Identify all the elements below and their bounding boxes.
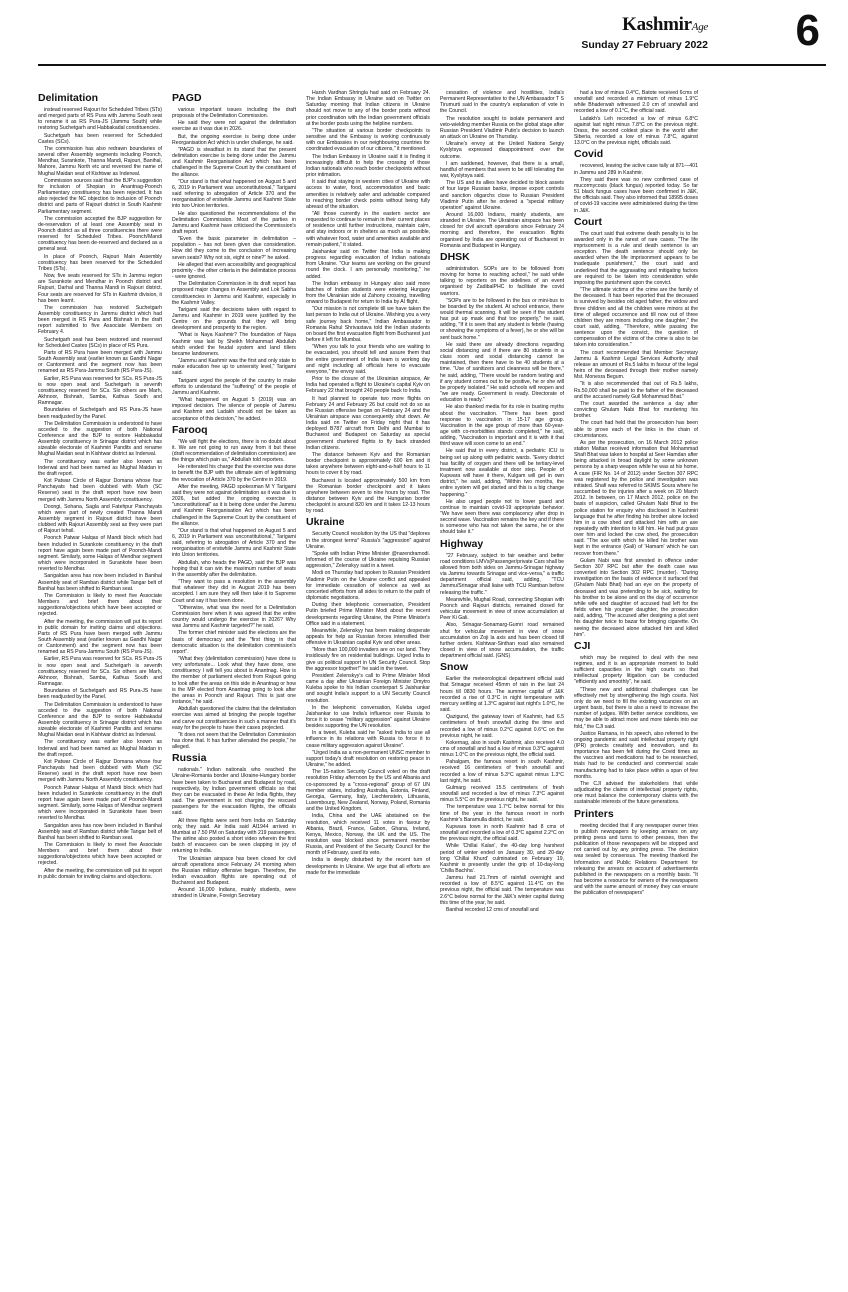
article-paragraph: Around 16,000 Indians, mainly students, were stranded in Ukraine, Foreign Secretary: [172, 887, 296, 900]
article-paragraph: In place of Poonch, Rajouri Main Assembly constituency has been reserved for the Scheduled Tribes (STs).: [38, 253, 162, 272]
article-paragraph: He also urged people not to lower guard and continue to maintain covid-19 appropriate behavior. "We have seen there was complacency after drop in second wave. Vaccination remains the key and if there is someone who has not taken the same, he or she should take it.": [440, 498, 564, 536]
article-paragraph: The constituency was earlier also known as Inderwal and had been named as Mughal Maidan in the draft report.: [38, 739, 162, 758]
article-paragraph: Around 16,000 Indians, mainly students, are stranded in Ukraine. The Ukrainian airspace has been closed for civil aircraft operations since February 24 morning and therefore, the evacuation flights organised by India are operating out of Bucharest in Romania and Budapest in Hungary.: [440, 211, 564, 249]
article-paragraph: "What is Naya Kashmir? The foundation of Naya Kashmir was laid by Sheikh Mohammad Abdullah which ended the feudal system and land tillers became landowners.: [172, 332, 296, 357]
article-paragraph: The court had held that the prosecution has been able to prove each of the links in the chain of circumstances.: [574, 420, 698, 439]
article-paragraph: "Spoke with Indian Prime Minister @narendramodi. Informed of the course of Ukraine repulsing Russian aggression," Zelenskyy said in a tweet.: [306, 550, 430, 570]
article-paragraph: meeting decided that if any newspaper owner tries to publish newspapers by keeping arrears on any printing press and turns to other presses, then the publication of those newspapers will be stopped and not carried out by any printing press. The decision was sealed by consensus. The meeting thanked the Information and Public Relations Department for releasing the arrears on account of advertisements published in the newspapers on a monthly basis. "It has become a resource for owners of the newspapers and with the same amount of money they can ensure the publication of newspapers": [574, 822, 698, 897]
article-paragraph: administration. SOPs are to be followed from moving for home to reaching school," he said while talking to reporters on the sidelines of an event organised by ZadibalPHC to facilitate the covid warriors.: [440, 265, 564, 297]
article-paragraph: The CJI advised the stakeholders that while adjudicating the claims of intellectual property rights, one must balance the contemporary claims with the sustainable interests of the future generations.: [574, 780, 698, 806]
article-paragraph: The court recommended that Member Secretary Jammu & Kashmir Legal Services Authority shall release an amount of Rs.5 lakhs in favour of the legal heirs of the deceased through their mother namely Mst. Monesra Begum.: [574, 349, 698, 381]
article-paragraph: The former chief minister said the elections are the basis of democracy and the "first thing in that democratic situation is the delimitation commission's report".: [172, 630, 296, 655]
article-paragraph: He also questioned the recommendations of the Delimitation Commission. Most of the parties in Jammu and Kashmir have criticised the Commission's draft report.: [172, 210, 296, 235]
article-paragraph: The constituency was earlier also known as Inderwal and had been named as Mughal Maidan in the draft report.: [38, 458, 162, 477]
article-paragraph: "All those currently in the eastern sector are requested to continue to remain in their current places of residence until further instructions, maintain calm, and stay indoors or in shelters as much as possible, with whatever food, water and amenities available and remain patient," it stated.: [306, 210, 430, 248]
article-paragraph: He reiterated his charge that the exercise was done to benefit the BJP with the ultimate aim of legitimising the revocation of Article 370 by the Centre in 2019.: [172, 464, 296, 483]
article-paragraph: It had planned to operate two more flights on February 24 and February 26 but could not do so as the Russian offensive began on February 24 and the Ukrainian airspace was consequently shut down. Air India said on Twitter on Friday night that it has deployed B787 aircraft from Delhi and Mumbai to Bucharest and Budapest on Saturday as special government chartered flights to fly back stranded Indian citizens.: [306, 395, 430, 451]
article-paragraph: "Urged India as a non-permanent UNSC member to support today's draft resolution on restoring peace in Ukraine," he added.: [306, 749, 430, 769]
article-paragraph: "The situation at various border checkpoints is sensitive and the Embassy is working continuously with our Embassies in our neighbouring countries for coordinated evacuation of our citizens," it mentioned.: [306, 127, 430, 153]
article-paragraph: The US and its allies have decided to block assets of four large Russian banks, impose export controls and sanction oligarchs close to Russian President Vladimir Putin after he ordered a "special military operation" against Ukraine.: [440, 180, 564, 211]
article-paragraph: President Zelenskyy's call to Prime Minister Modi came a day after Ukrainian Foreign Minister Dmytro Kuleba spoke to his Indian counterpart S Jaishankar and sought India's support to a UN Security Council resolution.: [306, 672, 430, 704]
article-paragraph: "They want to pass a resolution in the assembly that whatever they did in August 2019 has been accepted. I am sure they will then take it to Supreme Court and say it has been done.: [172, 579, 296, 604]
article-heading: CJI: [574, 639, 591, 652]
article-paragraph: After the meeting, the commission will put its report in public domain for inviting claims and objections. Parts of RS Pura have been merged with Jammu South Assembly seat (earlier known as Gandhi Nagar or Cantonment) and the segment now has been renamed as RS Pura-Jammu South (RS Pura-JS).: [38, 618, 162, 656]
article-paragraph: which may be required to deal with the new regimes, and it is an appropriate moment to build sufficient capacities in the high courts so that intellectual property litigation can be conducted "efficiently and smoothly", he said.: [574, 654, 698, 686]
article-paragraph: The Indian Embassy in Ukraine said it is finding it increasingly difficult to help the crossing of those Indian nationals who reach border checkpoints without prior intimation.: [306, 153, 430, 179]
article-paragraph: Gulam Nabi was first arrested in offence under Section 307 RPC but after the death case was converted into Section 302 RPC (murder). "During investigation on the basis of evidence it surfaced that (Ghulam Nabi Bhat) had an eye on the property of deceased and was pretending to be sick, waiting for his brother to be alone and on the day of occurrence while wife and daughter of accused had left for the fields when his younger daughter, the prosecution said, adding, "The accused after designing a plot sent his daughter twice to bazar for bringing cigarette. On seeing the deceased alone attacked him and killed him".: [574, 557, 698, 638]
article-columns: [38, 66, 826, 1285]
article-paragraph: All three flights were sent from India on Saturday only, they said. Air India said AI1944 arrived in Mumbai at 7.50 PM on Saturday with 219 passengers. The airline also posted a short video wherein the first batch of evacuees can be seen clapping in joy of returning to India.: [172, 817, 296, 855]
article-heading: DHSK: [440, 250, 470, 263]
article-heading: Russia: [172, 752, 207, 765]
article-paragraph: Security Council resolution by the US that "deplores in the strongest terms" Russia's "aggression" against Ukraine.: [306, 531, 430, 550]
column-1: [38, 90, 162, 1285]
article-heading: Printers: [574, 807, 614, 820]
article-paragraph: Meanwhile, Zelenskyy has been making desperate appeals for help as Russian forces intensified their offensive in Ukrainian capital Kyiv and other areas.: [306, 627, 430, 647]
article-paragraph: "What happened on August 5 (2019) was an imposed decision. The silence of people of Jammu and Kashmir and Ladakh should not be taken as acceptance of this decision," he added.: [172, 397, 296, 422]
article-paragraph: He also thanked media for its role in busting myths about the vaccination. "There has been good response to vaccination in 15-17 age group. Vaccination in the age group of more than 60-year-age with co-morbidities stands completed," he said, adding, "Vaccination is important and it is with it that third wave will soon come to an end.": [440, 404, 564, 448]
article-paragraph: The Indian embassy in Hungary also said more batches of Indian students were entering Hungary from the Ukrainian side at Zahony crossing, travelling onward to Budapest for return to India by AI flight.: [306, 280, 430, 306]
article-paragraph: "More than 100,000 invaders are on our land. They insidiously fire on residential buildings. Urged India to give us political support in UN Security Council. Stop the aggressor together!" he said in the tweet.: [306, 647, 430, 672]
article-paragraph: I am saddened, however, that there is a small, handful of members that seem to be still tolerating the war, Kyslytsya said.: [440, 160, 564, 180]
article-paragraph: Earlier, RS Pura was reserved for SCs. RS Pura-JS is now open seat and Suchetgarh is seventh constituency reserved for SCs. Six others are Marh, Akhnoor, Bishnah, Samba, Kathua South and Ramnagar.: [38, 375, 162, 407]
article-paragraph: He alleged that even accessibility and geographical proximity - the other criteria in the delimitation process - were ignored.: [172, 261, 296, 281]
article-paragraph: Boundaries of Suchetgarh and RS Pura-JS have been readjusted by the Panel.: [38, 407, 162, 420]
article-paragraph: The Commission is likely to meet five Associate Members and brief them about their suggestions/objections which have been accepted or rejected.: [38, 592, 162, 618]
article-paragraph: Commission sources said that the BJP's suggestion for inclusion of Shopian in Anantnag-Poonch Parliamentary constituency has been rejected. It has also rejected the NC objection to inclusion of Poonch district and parts of Rajouri district in South Kashmir Parliamentary segment.: [38, 177, 162, 215]
article-paragraph: Ladakh's Leh recorded a low of minus 6.8°C against last night minus 7.8°C on the previous night. Drass, the second coldest place in the world after Siberia, recorded a low of minus 7.8°C, against 13.0°C on the previous night, officials said.: [574, 115, 698, 147]
article-paragraph: Poonch Patwar Halqas of Mandi block which had been included in Surankote constituency in the draft report have again been made part of Poonch-Mandi segment. Similarly, some Halqas of Mendhar segment which were incorporated in Surankote have been reverted to Mendhar.: [38, 535, 162, 573]
article-paragraph: Kot Patwar Circle of Rajpur Domana whose four Panchayats had been clubbed with Marh (SC Reserve) seat in the draft report have now been merged with Jammu North Assembly constituency.: [38, 478, 162, 503]
article-paragraph: "Our mission is not complete till we have taken the last person to India out of Ukraine. Wishing you a very safe journey back home," Indian Ambassador to Romania Rahul Shrivastava told the Indian students on board the first evacuation flight from Bucharest just before it left for Mumbai.: [306, 306, 430, 344]
article-paragraph: Modi on Thursday had spoken to Russian President Vladimir Putin on the Ukraine conflict and appealed for immediate cessation of violence as well as concerted efforts from all sides to return to the path of diplomatic negotiations.: [306, 570, 430, 602]
article-paragraph: "Otherwise, what was the need for a Delimitation Commission here when it was agreed that the entire country would undergo the exercise in 2026? Why was Jammu and Kashmir targeted?" he said.: [172, 604, 296, 630]
article-paragraph: "Our stand is that what happened on August 5 and 6, 2019 in Parliament was unconstitutional," Tarigami said, referring to abrogation of Article 370 and the reorganisation of erstwhile Jammu and Kashmir State into Union territories.: [172, 527, 296, 559]
article-paragraph: Parts of RS Pura have been merged with Jammu South Assembly seat (earlier known as Gandhi Nagar or Cantonment and the segment now has been renamed as RS Pura-Jammu South (RS Pura-JS).: [38, 349, 162, 375]
article-paragraph: The Ukrainian airspace has been closed for civil aircraft operations since February 24 morning when the Russian military offensive began. Therefore, the Indian evacuation flights are operating out of Bucharest and Budapest.: [172, 855, 296, 887]
article-paragraph: After the meeting, the commission will put its report in public domain for inviting claims and objections.: [38, 867, 162, 880]
article-paragraph: Justice Ramana, in his speech, also referred to the ongoing pandemic and said intellectual property right (IPR) protects creativity and innovation, and its importance has been felt during the Covid times as the vaccines and medications had to be researched, trials had to be conducted and commercial scale manufacturing had to take place within a span of few months.: [574, 730, 698, 780]
column-4: [440, 90, 564, 1285]
article-paragraph: "The ultimate victims of the crime are the family of the deceased. It has been reported that the deceased is survived by besides old aged father, the widow and three children and all the children were minors at the time of alleged occurrence and till now out of three children they are minors including one daughter," the court said, adding, "Therefore, while passing the sentence upon the convict, the question of compensation of the victims of the crime is also to be taken into consideration.": [574, 287, 698, 349]
article-paragraph: The distance between Kyiv and the Romanian border checkpoint is approximately 600 km and it takes anywhere between eight-and-a-half hours to 11 hours to cover it by road.: [306, 451, 430, 477]
article-paragraph: Sangaldan area has now been included in Banihal Assembly seat of Ramban district while Tangar belt of Banihal has been shifted to Ramban seat.: [38, 573, 162, 592]
article-paragraph: "It is also recommended that out of Rs.5 lakhs, Rs.50,000 shall be paid to the father of the deceased and the accused namely Gull Mohammad Bhat.": [574, 381, 698, 400]
article-paragraph: Doongi, Sohana, Sagla and Fatehpur Panchayats which were part of newly created Thanna Mandi Assembly segment in Rajouri district have been clubbed with Rajouri Assembly seat as they were part of Rajouri tehsil.: [38, 503, 162, 535]
column-5: [574, 90, 698, 1285]
article-paragraph: Harsh Vardhan Shringla had said on February 24. The Indian Embassy in Ukraine said on Twitter on Saturday morning that Indian citizens in Ukraine should not move to any of the border posts without prior coordination with the Indian government officials at the border posts using the helpline numbers.: [306, 90, 430, 127]
article-paragraph: The Delimitation Commission in its draft report has proposed major changes in Assembly and Lok Sabha constituencies in Jammu and Kashmir, especially in the Kashmir Valley.: [172, 281, 296, 306]
article-paragraph: Sangaldan area has now been included in Banihal Assembly seat of Ramban district while Tangar belt of Banihal has been shifted to Ramban seat.: [38, 822, 162, 841]
article-paragraph: Bucharest is located approximately 500 km from the Romanian border checkpoint and it takes anywhere between seven to nine hours by road. The distance between Kyiv and the Hungarian border checkpoint is around 820 km and it takes 12-13 hours by road.: [306, 477, 430, 515]
article-paragraph: But, the ongoing exercise is being done under Reorganisation Act which is under challenge, he said.: [172, 133, 296, 146]
article-paragraph: Abdullah questioned the claims that the delimitation exercise was aimed at bringing the people together and carve out constituencies in such a manner that it's easy for the people to have their cases projected.: [172, 706, 296, 731]
masthead: [38, 0, 826, 66]
article-heading: Snow: [440, 661, 468, 674]
article-paragraph: Earlier, RS Pura was reserved for SCs. RS Pura-JS is now open seat and Suchetgarh is seventh constituency reserved for SCs. Six others are Marh, Akhnoor, Bishnah, Samba, Kathua South and Ramnagar.: [38, 656, 162, 688]
article-paragraph: Ukraine's envoy at the United Nations Sergiy Kyslytsya expressed disappointment over the outcome.: [440, 141, 564, 160]
article-paragraph: The Delimitation Commission is understood to have acceded to the suggestion of both National Conference and the BJP to restore Habbakadal Assembly constituency in Srinagar district which has sizeable electorate of Kashmiri Pandits and rename Mughal Maidan seat in Kishtwar district as Inderwal.: [38, 701, 162, 739]
article-paragraph: instead reserved Rajouri for Scheduled Tribes (STs) and merged parts of RS Pura with Jammu South seat to rename it as RS Pura-JS (Jammu South) while restoring Suchetgarh and Habbakadal constituencies.: [38, 107, 162, 132]
article-paragraph: He said there are already directions regarding social distancing and if there are 80 students in a class room and social distancing cannot be maintained, then there have to be 40 students at a time. "Use of sanitizers and cleanness will be there," he said, adding, "There would be random testing and if any student comes out to be positive, he or she will be properly isolated." He said schools will reopen and "we are ready. Government is ready. Directorate of education is ready.": [440, 341, 564, 404]
article-paragraph: The Commission is likely to meet five Associate Members and brief them about their suggestions/objections which have been accepted or rejected.: [38, 841, 162, 867]
article-paragraph: In a tweet, Kuleba said he "asked India to use all influence in its relations with Russia to force it to cease military aggression against Ukraine".: [306, 730, 430, 749]
article-paragraph: Boundaries of Suchetgarh and RS Pura-JS have been readjusted by the Panel.: [38, 688, 162, 701]
logo-text: Kashmir: [622, 14, 692, 35]
article-paragraph: "27 February, subject to fair weather and better road conditions LMVs(Passenger/private Cars shall be allowed from both sides on Jammu-Srinagar highway via Jammu towards Srinagar and vice-versa," a traffic department official said, adding, "TCU Jammu/Srinagar shall liaise with TCU Ramban before releasing the traffic.": [440, 552, 564, 596]
article-paragraph: He said that in every district, a pediatric ICU is being set up along with pediatric wards. "Every district has facility of oxygen and there will be tertiary-level treatment now available at door step. People of Kupwara will have it there, Kulgam will get in own district," he said, adding, "Within two months, the entire system will get started and this is a big change happening.": [440, 448, 564, 498]
article-heading: PAGD: [172, 92, 202, 104]
article-paragraph: India, China and the UAE abstained on the resolution, which received 11 votes in favour by Albania, Brazil, France, Gabon, Ghana, Ireland, Kenya, Mexico, Norway, the UK and the US. The resolution was blocked since permanent member Russia, and President of the Security Council for the month of February, used its veto.: [306, 813, 430, 857]
article-paragraph: various important issues including the draft proposals of the Delimitation Commission.: [172, 107, 296, 120]
article-paragraph: The commission has restored Suchetgarh Assembly constituency in Jammu district which had been merged in RS Pura and Bishnah in the draft report submitted to five Associate Members on February 4.: [38, 304, 162, 336]
article-paragraph: had a low of minus 0.4°C, Batote received 6cms of snowfall and recorded a minimum of minus 1.9°C while Bhaderwah witnessed 2.0 cm of snowfall and recorded a low of 0.1°C, the official said.: [574, 90, 698, 115]
article-paragraph: "We will fight the elections, there is no doubt about it. We are not going to run away from it but these (draft recommendation of delimitation commission) are the things which pain us," Abdullah told reporters.: [172, 438, 296, 464]
article-paragraph: Earlier the meteorological department official said that Srinagar received 45mm of rain in the last 24 hours till 0830 hours. The summer capital of J&K recorded a rise of 0.3°C in night temperature with mercury settling at 1.3°C against last night's 1.0°C, he said.: [440, 676, 564, 714]
article-paragraph: "It does not seem that the Delimitation Commission has done that. It has further alienated the people," he alleged.: [172, 731, 296, 751]
article-paragraph: While 'Chillai Kalan', the 40-day long harshest period of winter ended on January 30, and 20-day long 'Chillai Khurd' culminated on February 19, Kashmir is presently under the grip of 10-day-long 'Chilla Bachha'.: [440, 843, 564, 874]
article-paragraph: Kupwara town in north Kashmir had 8 cms of snowfall and recorded a low of 0.3°C against 2.2°C on the previous night, the official said.: [440, 823, 564, 843]
article-paragraph: Qazigund, the gateway town of Kashmir, had 6.5 centimeters of fresh snowfall during the time and recorded a low of minus 0.2°C against 0.6°C on the previous night, he said.: [440, 714, 564, 739]
article-paragraph: "What they (delimitation commission) have done is very unfortunate... Look what they have done, one constituency I will tell you about is Anantnag. How is the member of parliament elected from Rajouri going to look after the areas on this side in Anantnag or how is the MP elected from Anantnag going to look after the areas in Poonch and Rajouri. This is just one instance," he said.: [172, 655, 296, 706]
article-paragraph: It said that staying in western cities of Ukraine with access to water, food, accommodation and basic amenities is relatively safer and advisable compared to reaching border check points without being fully abreast of the situation.: [306, 179, 430, 210]
article-paragraph: Banihal recorded 12 cms of snowfall and: [446, 906, 539, 913]
article-paragraph: "These new and additional challenges can be effectively met by strengthening the high courts. Not only do we need to fill the existing vacancies on an urgent basis, but there is also a need to increase the number of judges. With better service conditions, we may be able to attract more and more talents into our fold," the CJI said.: [574, 686, 698, 730]
article-paragraph: Jaishankar said on Twitter that India is making progress regarding evacuation of Indian nationals from Ukraine. "Our teams are working on the ground round the clock. I am personally monitoring," he added.: [306, 248, 430, 280]
column-3: [306, 90, 430, 1285]
article-heading: Court: [574, 215, 602, 228]
article-paragraph: "PAGD is steadfast in its stand that the present delimitation exercise is being done under the Jammu and Kashmir Reorganisation Act which has been challenged in the Supreme Court by the constituent of the alliance.: [172, 146, 296, 178]
article-paragraph: recovered, leaving the active case tally at 871—401 in Jammu and 289 in Kashmir.: [574, 163, 698, 176]
article-paragraph: He said they were not against the delimitation exercise as it was due in 2026.: [172, 120, 296, 133]
article-heading: Delimitation: [38, 92, 99, 104]
article-heading: Highway: [440, 537, 484, 550]
article-paragraph: In the telephonic conversation, Kuleba urged Jaishankar to use India's influence over Russia to force it to cease "military aggression" against Ukraine besides supporting the UN resolution.: [306, 704, 430, 730]
article-paragraph: "Jammu and Kashmir was the first and only state to make education free up to university level," Tarigami said.: [172, 358, 296, 377]
article-paragraph: The Delimitation Commission is understood to have acceded to the suggestion of both National Conference and the BJP to restore Habbakadal Assembly constituency in Srinagar district which has sizeable electorate of Kashmiri Pandits and rename Mughal Maidan seat in Kishtwar district as Inderwal.: [38, 420, 162, 458]
article-paragraph: Gulmarg received 15.5 centimeters of fresh snowfall and recorded a low of minus 7.3°C against minus 5.5°C on the previous night, he said.: [440, 784, 564, 804]
article-paragraph: Also, Srinagar-Sonamarg-Gumri road remained shut for vehicular movement in view of snow accumulation on Zoji la axis and has been closed till further orders. Kishtwar-Sinthan road also remained closed in view of snow accumulation, the traffic department official said. (GNS): [440, 622, 564, 660]
article-paragraph: "Our stand is that what happened on August 5 and 6, 2019 in Parliament was unconstitutional," Tarigami said referring to abrogation of Article 370 and the reorganisation of erstwhile Jammu and Kashmir State into two Union territories.: [172, 178, 296, 210]
article-paragraph: The commission accepted the BJP suggestion for de-reservation of at least one Assembly seat in Poonch district as all three constituencies there were reserved for Scheduled Tribes. Poonch/Mandi constituency has been de-reserved and declared as a general seat.: [38, 215, 162, 253]
article-paragraph: nationals." Indian nationals who reached the Ukraine-Romania border and Ukraine-Hungary border have been taken to Bucharest and Budapest by road, respectively, by Indian government officials so that they can be evacuated in these Air India flights, they said. The government is not charging the rescued passengers for the evacuation flights, the officials said.: [172, 767, 296, 817]
article-heading: Farooq: [172, 423, 208, 436]
article-paragraph: India is deeply disturbed by the recent turn of developments in Ukraine. We urge that all efforts are made for the immediate: [306, 857, 430, 876]
article-paragraph: Kot Patwar Circle of Rajpur Domana whose four Panchayats had been clubbed with Marh (SC Reserve) seat in the draft report have now been merged with Jammu North Assembly constituency.: [38, 758, 162, 784]
article-heading: Covid: [574, 148, 604, 161]
article-paragraph: Jammu had 21.7mm of rainfall overnight and recorded a low of 8.5°C against 11.4°C on the previous night, the official said. The temperature was 2.6°C below normal for the J&K's winter capital during this time of the year, he said.: [440, 875, 564, 906]
article-paragraph: They said there was no new confirmed case of mucormycosis (black fungus) reported today. So far 51 black fungus cases have been confirmed in J&K, the officials said. They also informed that 18995 doses of covid-19 vaccine were administered during the time in J&K.: [574, 176, 698, 214]
article-paragraph: The court said that extreme death penalty is to be awarded only in the rarest of rare cases. "The life imprisonment is a rule and death sentence is an exception. The death sentence should only be awarded when the life imprisonment appears to be inadequate punishment," the court said and underlined that the aggravating and mitigating factors are required to be taken into consideration while imposing the punishment upon the convict.: [574, 230, 698, 286]
article-paragraph: The 15-nation Security Council voted on the draft resolution Friday afternoon by the US and Albania and co-sponsored by a "cross-regional" group of 67 UN member states, including Australia, Estonia, Finland, Georgia, Germany, Italy, Liechtenstein, Lithuania, Luxembourg, New Zealand, Norway, Poland, Romania and the United Kingdom.: [306, 769, 430, 813]
publication-date: Sunday 27 February 2022: [581, 39, 708, 51]
logo-subtext: Age: [691, 21, 708, 33]
article-paragraph: As per the prosecution, on 16 March 2012 police station Mattan received information that Mohammad Shafi Bhat was taken to hospital at Seer Hamdan after being attacked in broad daylight by some unknown persons by a sharp weapon while he was at his home. A case (FIR No. 14 of 2012) under Section 307 RPC was registered by the police and investigation was initiated. Shafi was referred to SKIMS Soura where he succumbed to the injuries after a week on 20 March 2012. In between, on 17 March 2012, police on the basis of suspicion, called Ghulam Nabi Bhat to the police station for enquiry who disclosed in Kashmiri language that he after finding his brother alone locked him in a cow shed and attacked him with an axe repeatedly with intention to kill him. He had put grass over him and locked the cow shed, the prosecution said. "The axe with which he killed his brother was kept in the entrance (Gali) of 'Hamam' which he can recover from there.": [574, 439, 698, 557]
article-paragraph: The court awarded the sentence a day after convicting Ghulam Nabi Bhat for murdering his brother.: [574, 400, 698, 420]
article-paragraph: Meanwhile, Mughal Road, connecting Shopian with Poonch and Rajouri districts, remained closed for vehicular movement in view of snow accumulation at Peer Ki Gali.: [440, 596, 564, 622]
column-2: [172, 90, 296, 1285]
article-paragraph: Poonch Patwar Halqas of Mandi block which had been included in Surankote constituency in the draft report have again been made part of Poonch-Mandi segment. Similarly, some Halqas of Mendhar segment which were incorporated in Surankote have been reverted to Mendhar.: [38, 784, 162, 822]
article-heading: Ukraine: [306, 516, 345, 529]
article-paragraph: Suchetgarh seat has been restored and reserved for Scheduled Castes (SCs) in place of RS Pura.: [38, 336, 162, 349]
article-paragraph: The commission has also redrawn boundaries of several other Assembly segments including Poonch, Mendhar, Surankote, Thanna Mandi, Rajouri, Banihal, Mahore, Jammu North etc and reversed the name of Mughal Maidan seat of Kishtwar as Inderwal.: [38, 145, 162, 177]
article-paragraph: cessation of violence and hostilities, India's Permanent Representative to the UN Ambassador T S Tirumurti said in the country's explanation of vote in the Council.: [440, 90, 564, 115]
article-paragraph: The temperature was 1.7°C below normal for this time of the year in the famous resort in north Kashmir's Baramulla district, he said.: [440, 804, 564, 823]
newspaper-logo: [622, 14, 708, 36]
article-paragraph: After the meeting, PAGD spokesman M Y Tarigami said they were not against delimitation as it was due in 2026, but added the ongoing exercise is "unconstitutional" as it is being done under the Jammu and Kashmir Reorganisation Act which has been challenged in the Supreme Court by the constituent of the alliance.: [172, 483, 296, 527]
article-paragraph: "When you talk to your friends who are waiting to be evacuated, you should tell and assure them that the entire government of India team is working day and night including all officials here to evacuate everyone," the envoy said.: [306, 344, 430, 375]
article-paragraph: Prior to the closure of the Ukrainian airspace, Air India had operated a flight to Ukraine's capital Kyiv on February 22 that brought 240 people back to India.: [306, 376, 430, 395]
article-paragraph: "Even the basic parameter in delimitation – population – has not been given due consideration. How did they come to the conclusion of increasing seven seats? Why not six, eight or nine?" he asked.: [172, 236, 296, 261]
article-paragraph: Pahalgam, the famous resort in south Kashmir, received 16 centimeters of fresh snowfall and recorded a low of minus 5.3°C against minus 1.3°C last night, he said.: [440, 759, 564, 784]
article-paragraph: Kokernag, also in south Kashmir, also received 4.0 cms of snowfall and had a low of minus 0.3°C against minus 1.0°C on the previous night, the official said.: [440, 739, 564, 759]
article-paragraph: The resolution sought to isolate permanent and veto-wielding member Russia on the global stage after Russian President Vladimir Putin's decision to launch an attack on Ukraine on Thursday.: [440, 115, 564, 141]
article-paragraph: Abdullah, who heads the PAGD, said the BJP was hoping that it can win the maximum number of seats in the assembly after the delimitation.: [172, 559, 296, 578]
article-paragraph: During their telephonic conversation, President Putin briefed Prime Minister Modi about the recent developments regarding Ukraine, the Prime Minister's Office said in a statement.: [306, 602, 430, 627]
page-number: 6: [795, 6, 820, 55]
article-paragraph: Tarigami said the decisions taken with regard to Jammu and Kashmir in 2019 were justified by the Centre on the grounds that they will bring development and prosperity to the region.: [172, 306, 296, 332]
article-paragraph: "SOPs are to be followed in the bus or mini-bus to be boarded by the student. At school entrance, there would thermal scanning. It will be seen if the student has put up mask and that too properly," he said, adding, "If it is seen that any student is febrile (having or showing the symptoms of a fever), he or she will be sent back home.": [440, 297, 564, 341]
article-paragraph: Now, five seats reserved for STs in Jammu region are Surankote and Mendhar in Poonch district and Rajouri, Darhal and Thanna Mandi in Rajouri district. Four seats are reserved for STs in Kashmir division, it has been learnt.: [38, 273, 162, 304]
article-paragraph: Suchetgarh has been reserved for Scheduled Castes (SCs).: [38, 132, 162, 145]
article-paragraph: Tarigami urged the people of the country to make efforts to understand the "suffering" of the people of Jammu and Kashmir.: [172, 377, 296, 396]
